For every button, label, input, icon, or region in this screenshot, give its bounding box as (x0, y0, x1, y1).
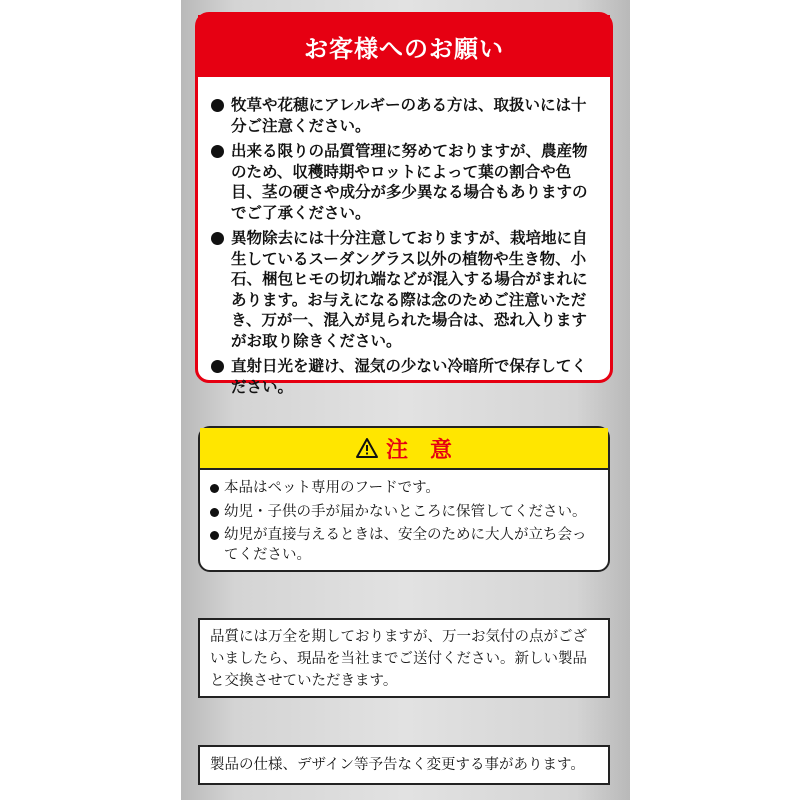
caution-body (200, 470, 608, 565)
caution-header (200, 428, 608, 470)
request-body (198, 77, 610, 397)
caution-title: 注意 (385, 437, 474, 463)
request-item-text: 直射日光を避け、湿気の少ない冷暗所で保存してください。 (231, 357, 587, 396)
spec-change-text: 製品の仕様、デザイン等予告なく変更する事があります。 (210, 757, 585, 773)
list-item (211, 228, 596, 351)
bullet-icon (211, 360, 224, 373)
guarantee-notice (198, 618, 610, 698)
request-list (211, 95, 596, 397)
customer-request-box (195, 12, 613, 396)
bullet-icon (210, 531, 219, 540)
spec-change-notice (198, 745, 610, 785)
list-item (211, 356, 596, 397)
bullet-icon (211, 99, 224, 112)
guarantee-text: 品質には万全を期しておりますが、万一お気付の点がございましたら、現品を当社までご送付ください。新しい製品と交換させていただきます。 (210, 629, 587, 689)
caution-item-text: 幼児・子供の手が届かないところに保管してください。 (224, 503, 587, 520)
list-item (211, 95, 596, 136)
list-item (210, 526, 598, 565)
request-item-text: 出来る限りの品質管理に努めておりますが、農産物のため、収穫時期やロットによって葉の割合や色目、茎の硬さや成分が多少異なる場合もありますのでご了承ください。 (231, 142, 588, 222)
caution-item-text: 本品はペット専用のフードです。 (224, 480, 440, 496)
list-item (210, 479, 598, 499)
request-header (198, 15, 610, 77)
warning-triangle-icon (356, 438, 378, 458)
request-item-text: 牧草や花穂にアレルギーのある方は、取扱いには十分ご注意ください。 (231, 96, 587, 135)
bullet-icon (210, 484, 219, 493)
request-title: お客様へのお願い (304, 34, 504, 63)
bullet-icon (210, 508, 219, 517)
bullet-icon (211, 145, 224, 158)
request-item-text: 異物除去には十分注意しておりますが、栽培地に自生しているスーダングラス以外の植物や生き物、小石、梱包ヒモの切れ端などが混入する場合がまれにあります。お与えになる際は念のためご注意いただき、万が一、混入が見られた場合は、恐れ入りますがお取り除きください。 (231, 229, 588, 350)
bullet-icon (211, 232, 224, 245)
caution-item-text: 幼児が直接与えるときは、安全のために大人が立ち会ってください。 (224, 527, 587, 563)
caution-box (198, 426, 610, 572)
caution-list (210, 479, 598, 565)
list-item (210, 503, 598, 523)
list-item (211, 141, 596, 223)
